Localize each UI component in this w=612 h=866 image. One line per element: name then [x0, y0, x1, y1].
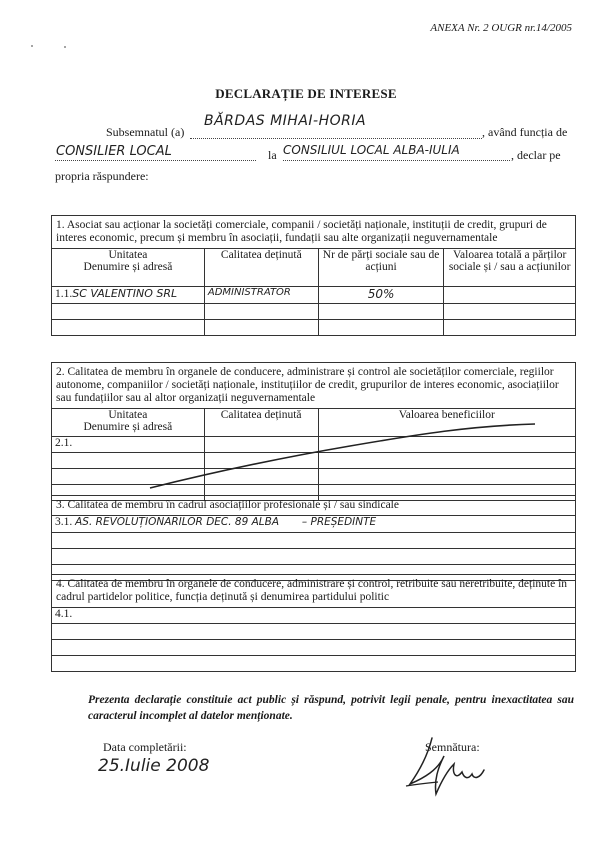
function-dotted-line: [55, 160, 256, 161]
association-role: – PREȘEDINTE: [301, 516, 377, 528]
date-field[interactable]: 25.Iulie 2008: [98, 756, 210, 776]
section1-row-value[interactable]: [444, 287, 576, 304]
section1-row-quality[interactable]: ADMINISTRATOR: [204, 287, 318, 304]
institution-dotted-line: [283, 160, 510, 161]
section4-table: [51, 574, 576, 672]
section1-col-value: Valoarea totală a părților sociale și / sau a acțiunilor: [444, 249, 576, 287]
table-row: [52, 549, 576, 565]
table-row: [52, 533, 576, 549]
section1-row-shares[interactable]: 50%: [318, 287, 444, 304]
section1-table: [51, 215, 576, 336]
institution-field[interactable]: CONSILIUL LOCAL ALBA-IULIA: [283, 143, 460, 157]
scan-speck: [64, 46, 66, 48]
table-row: [52, 624, 576, 640]
section2-col-unit: Unitatea Denumire și adresă: [52, 409, 205, 437]
section3-row[interactable]: [52, 516, 576, 533]
section3-heading: 3. Calitatea de membru în cadrul asociațiilor profesionale și / sau sindicale: [52, 496, 576, 516]
propria-label: propria răspundere:: [55, 169, 149, 183]
section3-table: [51, 495, 576, 581]
association-value: AS. REVOLUȚIONARILOR DEC. 89 ALBA: [75, 516, 280, 528]
document-title: DECLARAȚIE DE INTERESE: [215, 86, 397, 101]
section1-col-unit: Unitatea Denumire și adresă: [52, 249, 205, 287]
section2-heading: 2. Calitatea de membru în organele de conducere, administrare și control ale societăților comerciale, regiilor autonome, companiilor / societăți naționale, instituțiilor de credit, grupurilor de interes economic, asociațiilor sau fundațiilor sau al altor organizații neguvernamentale: [52, 363, 576, 409]
row-number: 3.1.: [55, 516, 73, 528]
section1-col-shares: Nr de părți sociale sau de acțiuni: [318, 249, 444, 287]
legal-statement: Prezenta declarație constituie act public și răspund, potrivit legii penale, pentru inexactitatea sau caracterul incomplet al datelor menționate.: [88, 694, 574, 722]
table-row: [52, 287, 576, 304]
section4-row-number: 4.1.: [52, 608, 576, 624]
section1-col-quality: Calitatea deținută: [204, 249, 318, 287]
subsemnatul-label: Subsemnatul (a): [106, 125, 185, 139]
name-field[interactable]: BĂRDAS MIHAI-HORIA: [204, 113, 367, 129]
scan-speck: [31, 45, 33, 47]
date-label: Data completării:: [103, 740, 187, 754]
name-dotted-line: [190, 138, 482, 139]
table-row: [52, 320, 576, 336]
la-label: la: [268, 148, 277, 162]
section1-row-unit[interactable]: 1.1.SC VALENTINO SRL: [52, 287, 205, 304]
annex-reference: ANEXA Nr. 2 OUGR nr.14/2005: [430, 22, 572, 34]
section2-col-benefits: Valoarea beneficiilor: [318, 409, 575, 437]
function-label: , având funcția de: [482, 125, 568, 139]
signature-label: Semnătura:: [425, 740, 480, 754]
section4-heading: 4. Calitatea de membru în organele de conducere, administrare și control, retribuite sau neretribuite, deținute în cadrul partidelor politice, funcția deținută și denumirea partidului politic: [52, 575, 576, 608]
declar-label: , declar pe: [511, 148, 561, 162]
section1-heading: 1. Asociat sau acționar la societăți comerciale, companii / societăți naționale, instituții de credit, grupuri de interes economic, precum și membru în asociații, fundații sau alte organizații neguvernamentale: [52, 216, 576, 249]
table-row: [52, 640, 576, 656]
section2-row-number: 2.1.: [52, 437, 205, 453]
table-row: [52, 608, 576, 624]
table-row: [52, 516, 576, 533]
table-row: [52, 304, 576, 320]
table-row: [52, 656, 576, 672]
strike-through-line: [140, 418, 540, 496]
function-field[interactable]: CONSILIER LOCAL: [56, 144, 172, 159]
section2-col-quality: Calitatea deținută: [204, 409, 318, 437]
signature-image: [398, 734, 498, 802]
row-number: 1.1.: [55, 288, 73, 300]
